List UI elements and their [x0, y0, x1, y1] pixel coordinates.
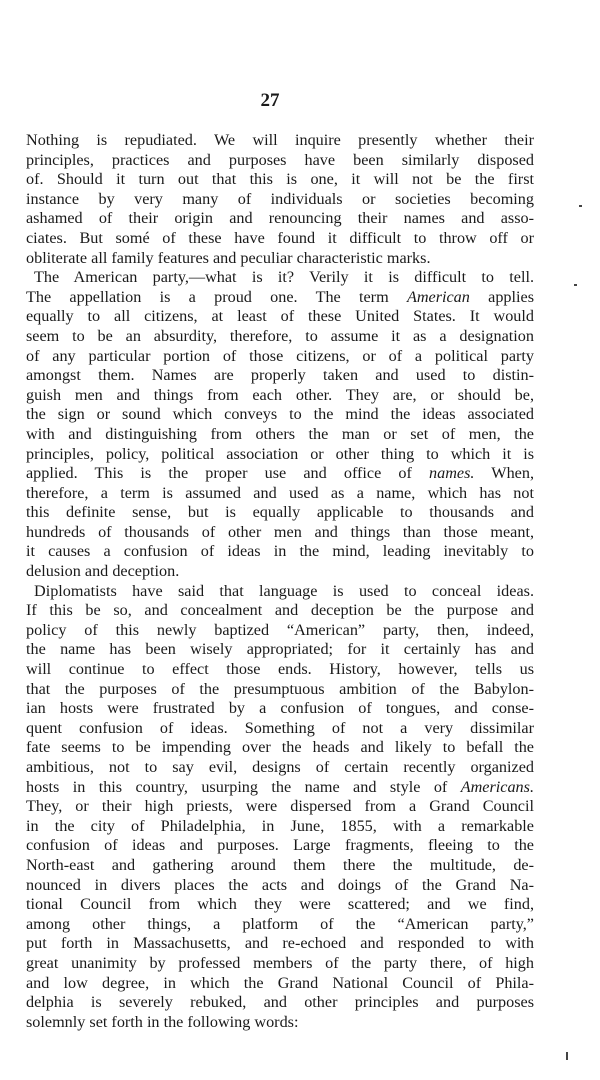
text-line: delphia is severely rebuked, and other principles and purposes: [26, 993, 534, 1012]
text-line: [26, 778, 534, 798]
italic-word: Americans.: [460, 777, 534, 796]
text-line: put forth in Massachusetts, and re-echoed and responded to with: [26, 934, 534, 953]
text-line: confusion of ideas and purposes. Large fragments, fleeing to the: [26, 836, 534, 855]
text-line: [26, 288, 534, 308]
text-line: The American party,—what is it? Verily it is difficult to tell.: [34, 268, 534, 287]
scan-speck: [579, 205, 582, 207]
italic-word: names.: [429, 464, 475, 483]
text-line: and low degree, in which the Grand National Council of Phila-: [26, 973, 534, 992]
scan-speck: [574, 284, 577, 286]
text-segment: applied. This is the proper use and office of: [26, 464, 430, 483]
text-line: guish men and things from each other. They are, or should be,: [26, 385, 534, 404]
text-line: will continue to effect those ends. History, however, tells us: [26, 660, 534, 679]
text-line: [26, 464, 534, 484]
text-line: principles, practices and purposes have been similarly disposed: [26, 150, 534, 169]
text-line: ambitious, not to say evil, designs of certain recently organized: [26, 758, 534, 776]
body-text: [26, 131, 534, 1032]
text-line: the sign or sound which conveys to the mind the ideas associated: [26, 405, 534, 424]
text-line: solemnly set forth in the following words:: [26, 1012, 299, 1031]
text-line: amongst them. Names are properly taken and used to distin-: [26, 366, 534, 385]
italic-word: American: [406, 287, 470, 306]
text-line: tional Council from which they were scattered; and we find,: [26, 895, 534, 914]
text-line: North-east and gathering around them there the multitude, de-: [26, 855, 534, 874]
text-line: Diplomatists have said that language is used to conceal ideas.: [34, 581, 534, 600]
text-line: equally to all citizens, at least of these United States. It would: [26, 307, 534, 326]
text-line: delusion and deception.: [26, 562, 180, 581]
text-line: If this be so, and concealment and deception be the purpose and: [26, 601, 534, 620]
text-line: in the city of Philadelphia, in June, 1855, with a remarkable: [26, 816, 534, 835]
text-line: seem to be an absurdity, therefore, to assume it as a designation: [26, 326, 534, 345]
text-line: therefore, a term is assumed and used as a name, which has not: [26, 483, 534, 502]
text-line: this definite sense, but is equally applicable to thousands and: [26, 503, 534, 522]
text-segment: When,: [474, 464, 535, 483]
text-line: it causes a confusion of ideas in the mind, leading inevitably to: [26, 542, 534, 561]
text-line: hundreds of thousands of other men and things than those meant,: [26, 522, 534, 541]
text-line: of. Should it turn out that this is one, it will not be the first: [26, 170, 534, 189]
text-line: ashamed of their origin and renouncing their names and asso-: [26, 209, 534, 228]
text-line: They, or their high priests, were dispersed from a Grand Council: [26, 797, 534, 816]
text-line: the name has been wisely appropriated; for it certainly has and: [26, 640, 534, 659]
text-line: that the purposes of the presumptuous ambition of the Babylon-: [26, 679, 534, 698]
text-line: Nothing is repudiated. We will inquire presently whether their: [26, 131, 534, 149]
text-line: policy of this newly baptized “American” party, then, indeed,: [26, 620, 534, 639]
text-line: obliterate all family features and peculiar characteristic marks.: [26, 248, 431, 267]
text-line: fate seems to be impending over the heads and likely to befall the: [26, 738, 534, 757]
text-line: with and distinguishing from others the man or set of men, the: [26, 424, 534, 443]
text-line: ian hosts were frustrated by a confusion of tongues, and conse-: [26, 699, 534, 718]
page-number: 27: [260, 90, 280, 111]
text-line: great unanimity by professed members of the party there, of high: [26, 953, 534, 972]
text-line: ciates. But somé of these have found it difficult to throw off or: [26, 228, 534, 247]
text-line: instance by very many of individuals or societies becoming: [26, 189, 534, 208]
text-line: quent confusion of ideas. Something of not a very dissimilar: [26, 718, 534, 737]
text-segment: The appellation is a proud one. The term: [26, 287, 407, 306]
text-line: of any particular portion of those citizens, or of a political party: [26, 346, 534, 365]
text-line: nounced in divers places the acts and doings of the Grand Na-: [26, 875, 534, 894]
scan-speck: [566, 1052, 568, 1060]
text-line: among other things, a platform of the “American party,”: [26, 914, 534, 933]
text-line: principles, policy, political association or other thing to which it is: [26, 444, 534, 463]
text-segment: hosts in this country, usurping the name and style of: [26, 777, 461, 796]
text-segment: applies: [469, 287, 534, 306]
